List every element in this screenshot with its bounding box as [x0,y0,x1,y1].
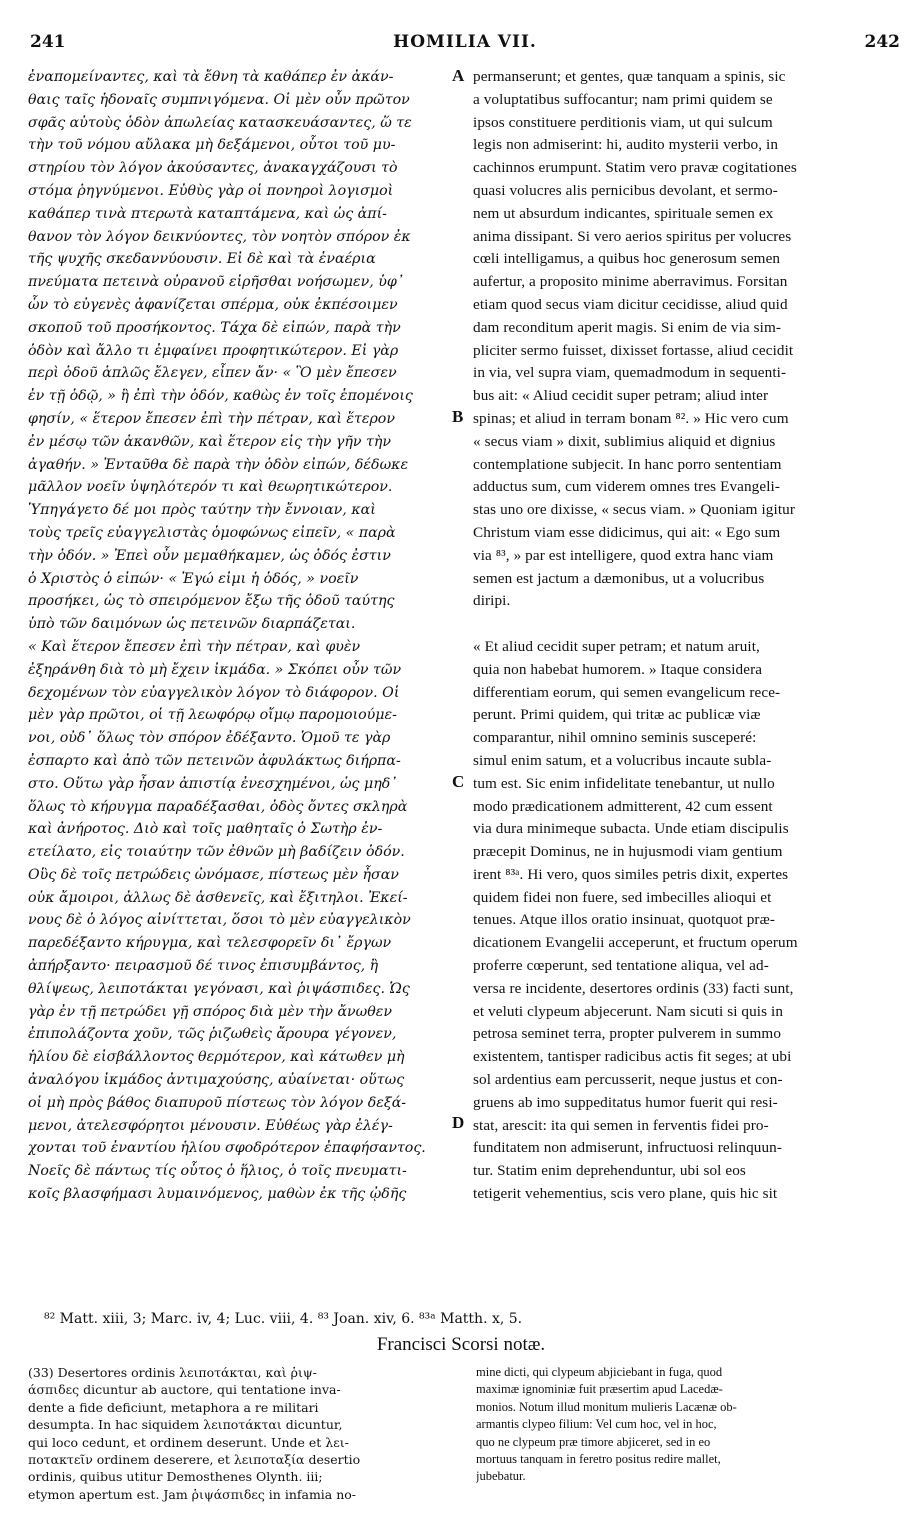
latin-text-line: ipsos constituere perditionis viam, ut qui sulcum [473,113,773,131]
greek-text-line: στο. Οὕτω γὰρ ἦσαν ἀπιστίᾳ ἐνεσχημένοι, ὡς μηδ᾽ [28,775,398,792]
note-text-line: άσπιδες dicuntur ab auctore, qui tentatione inva- [28,1382,341,1398]
greek-text-line: μενοι, ἀτελεσφόρητοι μένουσιν. Εὐθέως γὰρ ἐλέγ- [28,1117,393,1134]
note-text-line: armantis clypeo filium: Vel cum hoc, vel in hoc, [476,1417,717,1432]
greek-text-line: ἐσπαρτο καὶ ἀπὸ τῶν πετεινῶν ἀφυλάκτως διήρπα- [28,752,401,769]
note-text-line: desumpta. In hac siquidem λειποτάκται dicuntur, [28,1417,343,1433]
greek-text-line: κοῖς βλασφήμασι λυμαινόμενος, μαθὼν ἐκ τῆς ᾠδῆς [28,1186,407,1203]
latin-text-line: tetigerit vehementius, scis vero plane, quis hic sit [473,1185,778,1203]
greek-text-line: ὑπὸ τῶν δαιμόνων ὡς πετεινῶν διαρπάζεται. [28,616,356,633]
latin-text-line: nem ut absurdum indicantes, spirituale semen ex [473,204,774,222]
greek-text-line: ὁ Χριστὸς ὁ εἰπών· « Ἐγώ εἰμι ἡ ὁδός, » νοεῖν [28,570,359,587]
greek-text-line: τῆς ψυχῆς σκεδαννύουσιν. Εἰ δὲ καὶ τὰ ἐναέρια [28,251,376,268]
paragraph-gap [473,613,891,636]
note-text-line: ποτακτεῖν ordinem deserere, et λειποταξία desertio [28,1451,361,1467]
greek-text-line: ἀγαθήν. » Ἐνταῦθα δὲ παρὰ τὴν ὁδὸν εἰπών, δέδωκε [28,456,409,473]
greek-text-line: τοὺς τρεῖς εὐαγγελιστὰς ὁμοφώνως εἰπεῖν, « παρὰ [28,524,396,541]
latin-text-line: adductus sum, cum viderem omnes tres Evangeli- [473,478,781,496]
latin-text-line: spinas; et aliud in terram bonam ⁸². » Hic vero cum [473,409,789,427]
note-text-line: ordinis, quibus utitur Demosthenes Olynth. iii; [28,1469,323,1485]
greek-column [28,66,448,1206]
greek-text-line: ὁδὸν καὶ ἄλλο τι ἐμφαίνει προφητικώτερον. Εἰ γὰρ [28,342,399,359]
note-text-line: (33) Desertores ordinis λειποτάκται, καὶ ῥιψ- [28,1365,317,1380]
latin-text-line: Christum viam esse didicimus, qui ait: « Ego sum [473,523,781,541]
greek-text-line: σκοποῦ τοῦ προσήκοντος. Τάχα δὲ εἰπών, παρὰ τὴν [28,319,401,336]
latin-text-line: dicationem Evangelii acceperunt, et fructum operum [473,934,798,952]
greek-text-line: ἐν τῇ ὁδῷ, » ἢ ἐπὶ τὴν ὁδόν, καθὼς ἐν τοῖς ἑπομένοις [28,388,413,405]
latin-text-line: stas uno ore dixisse, « secus viam. » Quoniam igitur [473,501,795,519]
greek-text-line: παρεδέξαντο κήρυγμα, καὶ τελεσφορεῖν δι᾽ ἔργων [28,935,392,952]
margin-letter-b: B [452,407,464,426]
greek-text-line: προσήκει, ὡς τὸ σπειρόμενον ἔξω τῆς ὁδοῦ ταύτης [28,593,395,610]
greek-text-line: φησίν, « ἕτερον ἔπεσεν ἐπὶ τὴν πέτραν, καὶ ἕτερον [28,410,395,427]
latin-text-line: præcepit Dominus, ne in hujusmodi viam gentium [473,843,783,861]
greek-text-line: θλίψεως, λειποτάκται γεγόνασι, καὶ ῥιψάσπιδες. Ὡς [28,980,410,997]
latin-text-line: etiam quod secus viam dicitur cecidisse, aliud quid [473,295,788,313]
latin-text-line: modo prædicationem admitterent, 42 cum essent [473,797,773,815]
greek-text-line: Νοεῖς δὲ πάντως τίς οὗτος ὁ ἥλιος, ὁ τοῖς πνευματι- [28,1163,407,1180]
latin-text-line: quia non habebat humorem. » Itaque considera [473,660,763,678]
greek-text-line: γὰρ ἐν τῇ πετρώδει γῇ σπόρος διὰ μὲν τὴν ἄνωθεν [28,1003,393,1020]
latin-text-line: proferre cœperunt, sed tentatione aliqua, vel ad- [473,957,769,975]
latin-text-line: versa re incidente, desertores ordinis (33) facti sunt, [473,979,794,997]
footnote-references: ⁸² Matt. xiii, 3; Marc. iv, 4; Luc. viii, 4. ⁸³ Joan. xiv, 6. ⁸³ᵃ Matth. x, 5. [44,1311,523,1327]
greek-text-line: πνεύματα πετεινὰ οὐρανοῦ εἰρῆσθαι νοήσωμεν, ὑφ᾽ [28,274,404,291]
latin-text-line: semen est jactum a dæmonibus, ut a volucribus [473,569,765,587]
greek-text-line: νους δὲ ὁ λόγος αἰνίττεται, ὅσοι τὸ μὲν εὐαγγελικὸν [28,912,411,929]
latin-text-line: quasi volucres alis pernicibus devolant, et sermo- [473,181,778,199]
note-text-line: maximæ ignominiæ fuit præsertim apud Lacedæ- [476,1382,723,1397]
latin-text-line: anima dissipant. Si vero aerios spiritus per volucres [473,227,792,245]
note-text-line: qui loco cedunt, et ordinem deserunt. Unde et λει- [28,1434,349,1450]
latin-text-line: gruens ab imo suppeditatus humor fuerit qui resi- [473,1093,778,1111]
latin-text-line: cœli intelligamus, a quibus hoc generosum semen [473,250,781,268]
greek-text-line: ἐν μέσῳ τῶν ἀκανθῶν, καὶ ἕτερον εἰς τὴν γῆν τὴν [28,433,391,450]
latin-text-line: diripi. [473,592,511,610]
latin-text-line: cachinnos erumpunt. Statim vero pravæ cogitationes [473,159,797,177]
margin-letter-d: D [452,1113,465,1132]
greek-text-line: ἡλίου δὲ εἰσβάλλοντος θερμότερον, καὶ κάτωθεν μὴ [28,1049,405,1066]
greek-text-line: « Καὶ ἕτερον ἔπεσεν ἐπὶ τὴν πέτραν, καὶ φυὲν [28,638,361,655]
greek-text-line: Ὑπηγάγετο δέ μοι πρὸς ταύτην τὴν ἔννοιαν, καὶ [28,502,376,519]
greek-text-line: ἐναπομείναντες, καὶ τὰ ἔθνη τὰ καθάπερ ἐν ἀκάν- [28,69,394,85]
greek-text-line: ὧν τὸ εὐγενὲς ἀφανίζεται σπέρμα, οὐκ ἐκπέσοιμεν [28,296,398,313]
latin-text-line: perunt. Primi quidem, qui tritæ ac publicæ viæ [473,706,761,724]
greek-text-line: Οὓς δὲ τοῖς πετρώδεις ὠνόμασε, πίστεως μὲν ἦσαν [28,866,399,883]
latin-text-line: via dura minimeque subacta. Unde etiam discipulis [473,820,789,838]
greek-text-line: ἀπήρξαντο· πειρασμοῦ δέ τινος ἐπισυμβάντος, ἢ [28,958,379,975]
latin-text-line: « Et aliud cecidit super petram; et natum aruit, [473,637,760,655]
latin-text-line: « secus viam » dixit, sublimius aliquid et dignius [473,432,776,450]
latin-text-line: funditatem non admiserunt, infructuosi relinquun- [473,1139,783,1157]
note-text-line: quo ne clypeum præ timore abjiceret, sed in eo [476,1434,711,1449]
latin-text-line: tenues. Atque illos oratio insinuat, quotquot præ- [473,911,775,929]
note-text-line: jubebatur. [476,1469,526,1484]
greek-text-line: στόμα ῥηγνύμενοι. Εὐθὺς γὰρ οἱ πονηροὶ λογισμοὶ [28,182,394,199]
running-title: HOMILIA VII. [393,32,537,52]
latin-text-line: in via, vel supra viam, quemadmodum in sequenti- [473,364,787,382]
latin-text-line: quidem fidei non fuere, sed imbecilles alioqui et [473,888,772,906]
note-text-line: etymon apertum est. Jam ῥιψάσπιδες in infamia no- [28,1486,357,1502]
note-text-line: mortuus tanquam in feretro positus redire mallet, [476,1451,721,1466]
greek-text-line: ετείλατο, εἰς τοιαύτην τῶν ἐθνῶν μὴ βαδίζειν ὁδόν. [28,844,405,861]
notes-title: Francisci Scorsi notæ. [376,1334,546,1355]
latin-text-line: a voluptatibus suffocantur; nam primi quidem se [473,90,773,108]
latin-text-line: permanserunt; et gentes, quæ tanquam a spinis, sic [473,68,786,85]
greek-text-line: ὅλως τὸ κήρυγμα παραδέξασθαι, ὁδὸς ὄντες σκληρὰ [28,798,408,815]
greek-text-line: νοι, οὐδ᾽ ὅλως τὸν σπόρον ἐδέξαντο. Ὁμοῦ τε γὰρ [28,730,391,747]
latin-text-line: tum est. Sic enim infidelitate tenebantur, ut nullo [473,774,775,792]
greek-text-line: οἱ μὴ πρὸς βάθος διαπυροῦ πίστεως τὸν λόγον δεξά- [28,1094,407,1111]
notes-left-column [28,1364,448,1503]
latin-text-line: pliciter sermo fuisset, dixisset fortasse, aliud cecidit [473,341,794,359]
latin-text-line: via ⁸³, » par est intelligere, quod extra hanc viam [473,546,774,564]
note-text-line: monios. Notum illud monitum mulieris Lacænæ ob- [476,1399,737,1414]
latin-text-line: legis non admiserint: hi, audito mysterii verbo, in [473,136,779,154]
latin-text-line: differentiam eorum, qui semen evangelicum rece- [473,683,781,701]
latin-text-line: contemplatione subjecit. In hanc porro sententiam [473,455,782,473]
greek-text-line: ἐξηράνθη διὰ τὸ μὴ ἔχειν ἰκμάδα. » Σκόπει οὖν τῶν [28,661,402,678]
latin-text-line: dam reconditum aperit magis. Si enim de via sim- [473,318,782,336]
greek-text-line: μὲν γὰρ πρῶτοι, οἱ τῇ λεωφόρῳ οἴμῳ παρομοιούμε- [28,707,397,724]
notes-right-column [476,1364,894,1486]
note-text-line: dente a fide deficiunt, metaphora a re militari [28,1399,319,1415]
page-header [30,32,900,56]
greek-text-line: τὴν τοῦ νόμου αὔλακα μὴ δεξάμενοι, οὗτοι τοῦ μυ- [28,137,396,154]
greek-text-line: καθάπερ τινὰ πτερωτὰ καταπτάμενα, καὶ ὡς ἀπί- [28,205,387,222]
greek-text-line: δεχομένων τὸν εὐαγγελικὸν λόγον τὸ διάφορον. Οἱ [28,684,400,701]
margin-letter-a: A [452,66,465,85]
latin-text-line: comparantur, nihil omnino seminis susceperé: [473,729,757,747]
latin-text-line: sol ardentius eam percusserit, neque justus et con- [473,1071,783,1089]
greek-text-line: οὐκ ἄμοιροι, ἀλλως δὲ ἀσθενεῖς, καὶ ἔξιτηλοι. Ἐκεί- [28,889,408,906]
greek-text-line: μᾶλλον νοεῖν ὑψηλότερόν τι καὶ θεωρητικώτερον. [28,479,393,496]
greek-text-line: χονται τοῦ ἐναντίου ἡλίου σφοδρότερον ἐπαφήσαντος. [28,1140,426,1157]
greek-text-line: ἐπιπολάζοντα χοῦν, τῶς ῥιζωθεὶς ἄρουρα γέγονεν, [28,1026,397,1043]
greek-text-line: καὶ ἀνήροτος. Διὸ καὶ τοῖς μαθηταῖς ὁ Σωτὴρ ἐν- [28,821,383,838]
latin-column [473,66,891,1206]
page-number-right: 242 [864,32,900,52]
greek-text-line: θαις ταῖς ἡδοναῖς συμπνιγόμενα. Οἱ μὲν οὖν πρῶτον [28,91,410,108]
greek-text-line: περὶ ὁδοῦ ἁπλῶς ἔλεγεν, εἶπεν ἄν· « Ὃ μὲν ἔπεσεν [28,365,397,382]
page-number-left: 241 [30,32,66,52]
margin-letter-c: C [452,772,465,791]
latin-text-line: simul enim satum, et a volucribus incaute subla- [473,751,772,769]
latin-text-line: et veluti clypeum abjecerunt. Nam sicuti si quis in [473,1002,784,1020]
greek-text-line: θανον τὸν λόγον δεικνύοντες, τὸν νοητὸν σπόρον ἐκ [28,228,411,245]
greek-text-line: τὴν ὁδόν. » Ἐπεὶ οὖν μεμαθήκαμεν, ὡς ὁδός ἐστιν [28,547,391,564]
latin-text-line: petrosa seminet terra, propter pulverem in summo [473,1025,782,1043]
greek-text-line: ἀναλόγου ἰκμάδος ἀντιμαχούσης, αὐαίνεται· οὕτως [28,1072,405,1089]
note-text-line: mine dicti, qui clypeum abjiciebant in fuga, quod [476,1365,723,1379]
greek-text-line: στηρίου τὸν λόγον ἀκούσαντες, ἀνακαγχάζουσι τὸ [28,160,398,177]
latin-text-line: irent ⁸³ᵃ. Hi vero, quos similes petris dixit, expertes [473,865,789,883]
latin-text-line: aufertur, a proposito minime aberravimus. Forsitan [473,273,788,291]
latin-text-line: tur. Statim enim deprehenduntur, ubi sol eos [473,1162,746,1180]
latin-text-line: bus ait: « Aliud cecidit super petram; aliud inter [473,387,769,405]
latin-text-line: stat, arescit: ita qui semen in ferventis fidei pro- [473,1116,769,1134]
greek-text-line: σφᾶς αὐτοὺς ὁδὸν ἀπωλείας κατασκευάσαντες, ὥ τε [28,114,412,131]
latin-text-line: existentem, tantisper radicibus actis fit seges; at ubi [473,1048,792,1066]
